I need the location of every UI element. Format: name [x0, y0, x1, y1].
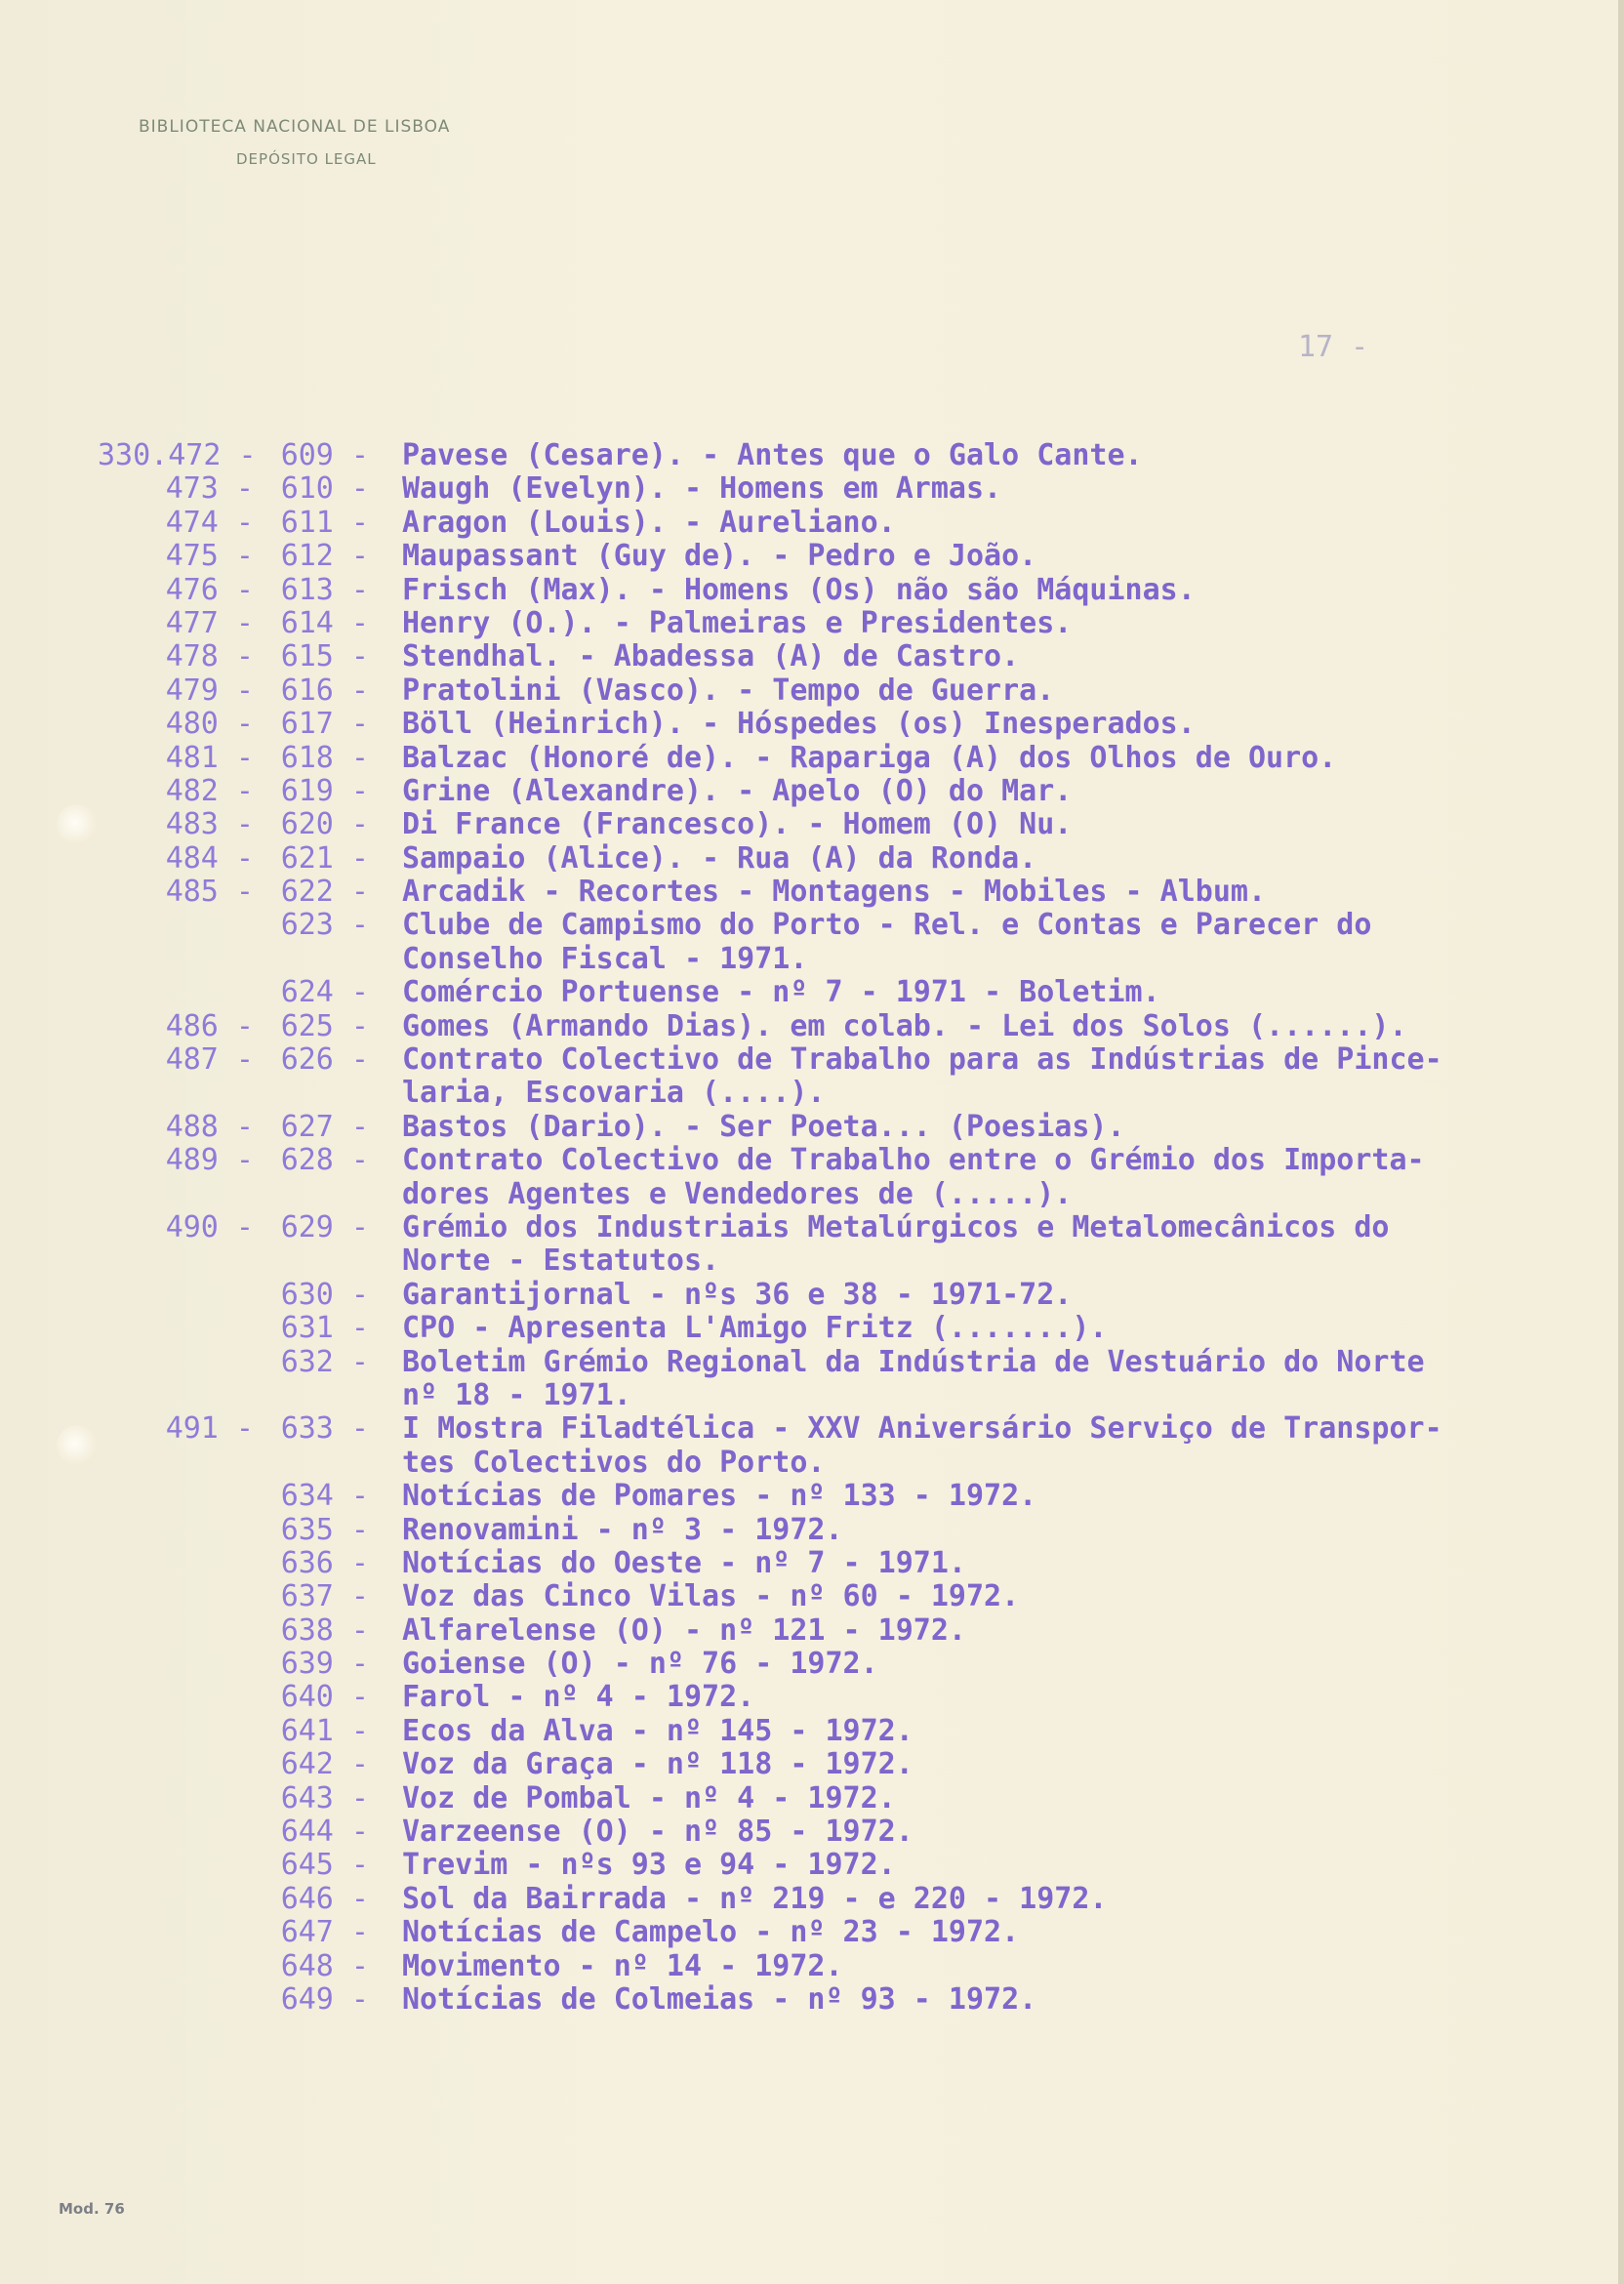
item-number: 619 - [280, 773, 369, 808]
department-name: DEPÓSITO LEGAL [236, 150, 377, 168]
item-description: Bastos (Dario). - Ser Poeta... (Poesias). [402, 1109, 1125, 1144]
list-item [98, 1916, 1581, 1949]
item-number: 613 - [280, 572, 369, 607]
item-description: Stendhal. - Abadessa (A) de Castro. [402, 639, 1020, 674]
list-item [98, 1580, 1581, 1613]
item-number: 634 - [280, 1479, 369, 1514]
list-item [98, 1480, 1581, 1513]
item-number: 627 - [280, 1109, 369, 1144]
list-item [98, 607, 1581, 640]
item-number: 637 - [280, 1579, 369, 1614]
item-description: Pratolini (Vasco). - Tempo de Guerra. [402, 673, 1055, 708]
registry-number: 474 - [165, 505, 254, 540]
item-number: 641 - [280, 1713, 369, 1748]
entry-list [98, 439, 1581, 2017]
item-number: 648 - [280, 1948, 369, 1983]
item-description: Voz da Graça - nº 118 - 1972. [402, 1747, 914, 1782]
item-description: Comércio Portuense - nº 7 - 1971 - Boletim. [402, 975, 1160, 1010]
list-item [98, 1312, 1581, 1345]
list-item [98, 1681, 1581, 1714]
item-description: Grine (Alexandre). - Apelo (O) do Mar. [402, 773, 1073, 808]
registry-number: 491 - [165, 1411, 254, 1447]
item-number: 644 - [280, 1815, 369, 1850]
item-description: Böll (Heinrich). - Hóspedes (os) Inesperados. [402, 707, 1196, 742]
item-description: Pavese (Cesare). - Antes que o Galo Cante. [402, 438, 1143, 472]
item-description: tes Colectivos do Porto. [402, 1445, 826, 1480]
item-number: 624 - [280, 975, 369, 1010]
punch-hole-icon [57, 804, 98, 845]
item-description: Maupassant (Guy de). - Pedro e João. [402, 539, 1037, 574]
letterhead [139, 117, 450, 168]
item-description: Gomes (Armando Dias). em colab. - Lei dos Solos (......). [402, 1008, 1407, 1043]
item-number: 635 - [280, 1512, 369, 1547]
list-item [98, 1010, 1581, 1043]
item-number: 611 - [280, 505, 369, 540]
registry-number: 481 - [165, 740, 254, 775]
item-description: nº 18 - 1971. [402, 1377, 631, 1412]
item-description: Aragon (Louis). - Aureliano. [402, 505, 896, 540]
registry-number: 488 - [165, 1109, 254, 1144]
list-item [98, 1883, 1581, 1916]
punch-hole-icon [57, 1425, 98, 1466]
item-description: Frisch (Max). - Homens (Os) não são Máquinas. [402, 572, 1196, 607]
item-number: 643 - [280, 1780, 369, 1815]
item-number: 615 - [280, 639, 369, 674]
item-description: Notícias de Colmeias - nº 93 - 1972. [402, 1981, 1037, 2017]
item-number: 636 - [280, 1545, 369, 1580]
registry-number: 484 - [165, 840, 254, 876]
item-number: 647 - [280, 1915, 369, 1950]
list-item [98, 1815, 1581, 1849]
item-description: CPO - Apresenta L'Amigo Fritz (.......). [402, 1311, 1108, 1346]
list-item [98, 1715, 1581, 1748]
item-description: Grémio dos Industriais Metalúrgicos e Metalomecânicos do [402, 1209, 1390, 1244]
item-number: 646 - [280, 1881, 369, 1916]
list-item [98, 1211, 1581, 1244]
list-item [98, 640, 1581, 673]
item-description: Alfarelense (O) - nº 121 - 1972. [402, 1612, 966, 1648]
list-item [98, 775, 1581, 808]
item-description: Conselho Fiscal - 1971. [402, 941, 808, 976]
item-description: Clube de Campismo do Porto - Rel. e Contas e Parecer do [402, 908, 1372, 943]
item-number: 612 - [280, 539, 369, 574]
list-item [98, 976, 1581, 1009]
list-item [98, 742, 1581, 775]
registry-number: 475 - [165, 539, 254, 574]
item-description: Trevim - nºs 93 e 94 - 1972. [402, 1848, 896, 1883]
page-number: 17 - [1298, 330, 1369, 364]
list-item [98, 1379, 1581, 1412]
list-item [98, 1748, 1581, 1781]
item-number: 609 - [280, 438, 369, 472]
item-description: Contrato Colectivo de Trabalho entre o Grémio dos Importa- [402, 1143, 1425, 1178]
item-number: 620 - [280, 807, 369, 842]
list-item [98, 540, 1581, 573]
list-item [98, 507, 1581, 540]
item-number: 622 - [280, 875, 369, 910]
registry-number: 479 - [165, 673, 254, 708]
item-number: 626 - [280, 1042, 369, 1078]
list-item [98, 1782, 1581, 1815]
item-description: Ecos da Alva - nº 145 - 1972. [402, 1713, 914, 1748]
list-item [98, 1144, 1581, 1177]
item-number: 618 - [280, 740, 369, 775]
item-number: 631 - [280, 1311, 369, 1346]
item-description: Boletim Grémio Regional da Indústria de Vestuário do Norte [402, 1344, 1425, 1379]
item-description: Voz de Pombal - nº 4 - 1972. [402, 1780, 896, 1815]
list-item [98, 1950, 1581, 1983]
item-description: Renovamini - nº 3 - 1972. [402, 1512, 843, 1547]
registry-number: 485 - [165, 875, 254, 910]
registry-number: 487 - [165, 1042, 254, 1078]
item-description: Arcadik - Recortes - Montagens - Mobiles - Album. [402, 875, 1267, 910]
list-item [98, 1244, 1581, 1278]
registry-number: 480 - [165, 707, 254, 742]
item-number: 633 - [280, 1411, 369, 1447]
registry-number: 330.472 - [98, 438, 257, 472]
list-item [98, 1849, 1581, 1882]
list-item [98, 472, 1581, 506]
item-number: 610 - [280, 471, 369, 507]
list-item [98, 674, 1581, 708]
registry-number: 490 - [165, 1209, 254, 1244]
item-description: Sampaio (Alice). - Rua (A) da Ronda. [402, 840, 1037, 876]
list-item [98, 1447, 1581, 1480]
list-item [98, 574, 1581, 607]
item-description: Sol da Bairrada - nº 219 - e 220 - 1972. [402, 1881, 1108, 1916]
registry-number: 476 - [165, 572, 254, 607]
list-item [98, 1648, 1581, 1681]
item-description: Notícias de Campelo - nº 23 - 1972. [402, 1915, 1020, 1950]
item-number: 614 - [280, 605, 369, 640]
list-item [98, 909, 1581, 942]
item-number: 649 - [280, 1981, 369, 2017]
list-item [98, 1346, 1581, 1379]
item-number: 632 - [280, 1344, 369, 1379]
list-item [98, 1547, 1581, 1580]
registry-number: 489 - [165, 1143, 254, 1178]
list-item [98, 1614, 1581, 1648]
list-item [98, 808, 1581, 841]
registry-number: 483 - [165, 807, 254, 842]
item-description: Di France (Francesco). - Homem (O) Nu. [402, 807, 1073, 842]
list-item [98, 943, 1581, 976]
registry-number: 477 - [165, 605, 254, 640]
item-number: 616 - [280, 673, 369, 708]
list-item [98, 1077, 1581, 1110]
item-description: Varzeense (O) - nº 85 - 1972. [402, 1815, 914, 1850]
registry-number: 486 - [165, 1008, 254, 1043]
item-description: laria, Escovaria (....). [402, 1076, 826, 1111]
item-description: Goiense (O) - nº 76 - 1972. [402, 1647, 878, 1682]
item-description: Farol - nº 4 - 1972. [402, 1680, 755, 1715]
list-item [98, 876, 1581, 909]
item-number: 639 - [280, 1647, 369, 1682]
list-item [98, 1514, 1581, 1547]
registry-number: 473 - [165, 471, 254, 507]
item-number: 621 - [280, 840, 369, 876]
item-number: 617 - [280, 707, 369, 742]
item-number: 625 - [280, 1008, 369, 1043]
list-item [98, 1043, 1581, 1077]
item-number: 628 - [280, 1143, 369, 1178]
item-number: 630 - [280, 1277, 369, 1312]
item-description: Garantijornal - nºs 36 e 38 - 1971-72. [402, 1277, 1073, 1312]
form-model-label: Mod. 76 [59, 2200, 125, 2218]
item-description: dores Agentes e Vendedores de (.....). [402, 1176, 1073, 1211]
item-description: Henry (O.). - Palmeiras e Presidentes. [402, 605, 1073, 640]
list-item [98, 1279, 1581, 1312]
item-number: 629 - [280, 1209, 369, 1244]
item-description: Movimento - nº 14 - 1972. [402, 1948, 843, 1983]
list-item [98, 439, 1581, 472]
item-number: 642 - [280, 1747, 369, 1782]
list-item [98, 1178, 1581, 1211]
registry-number: 478 - [165, 639, 254, 674]
registry-number: 482 - [165, 773, 254, 808]
list-item [98, 708, 1581, 741]
item-description: Notícias do Oeste - nº 7 - 1971. [402, 1545, 966, 1580]
item-description: Waugh (Evelyn). - Homens em Armas. [402, 471, 1002, 507]
list-item [98, 1111, 1581, 1144]
item-description: I Mostra Filadtélica - XXV Aniversário Serviço de Transpor- [402, 1411, 1442, 1447]
item-number: 640 - [280, 1680, 369, 1715]
item-description: Notícias de Pomares - nº 133 - 1972. [402, 1479, 1037, 1514]
list-item [98, 1983, 1581, 2017]
item-description: Norte - Estatutos. [402, 1244, 720, 1279]
list-item [98, 1412, 1581, 1446]
item-number: 623 - [280, 908, 369, 943]
item-number: 645 - [280, 1848, 369, 1883]
paper-edge [1618, 0, 1624, 2284]
item-description: Voz das Cinco Vilas - nº 60 - 1972. [402, 1579, 1020, 1614]
item-description: Contrato Colectivo de Trabalho para as Indústrias de Pince- [402, 1042, 1442, 1078]
item-description: Balzac (Honoré de). - Rapariga (A) dos Olhos de Ouro. [402, 740, 1337, 775]
item-number: 638 - [280, 1612, 369, 1648]
list-item [98, 842, 1581, 876]
institution-name: BIBLIOTECA NACIONAL DE LISBOA [139, 117, 451, 137]
